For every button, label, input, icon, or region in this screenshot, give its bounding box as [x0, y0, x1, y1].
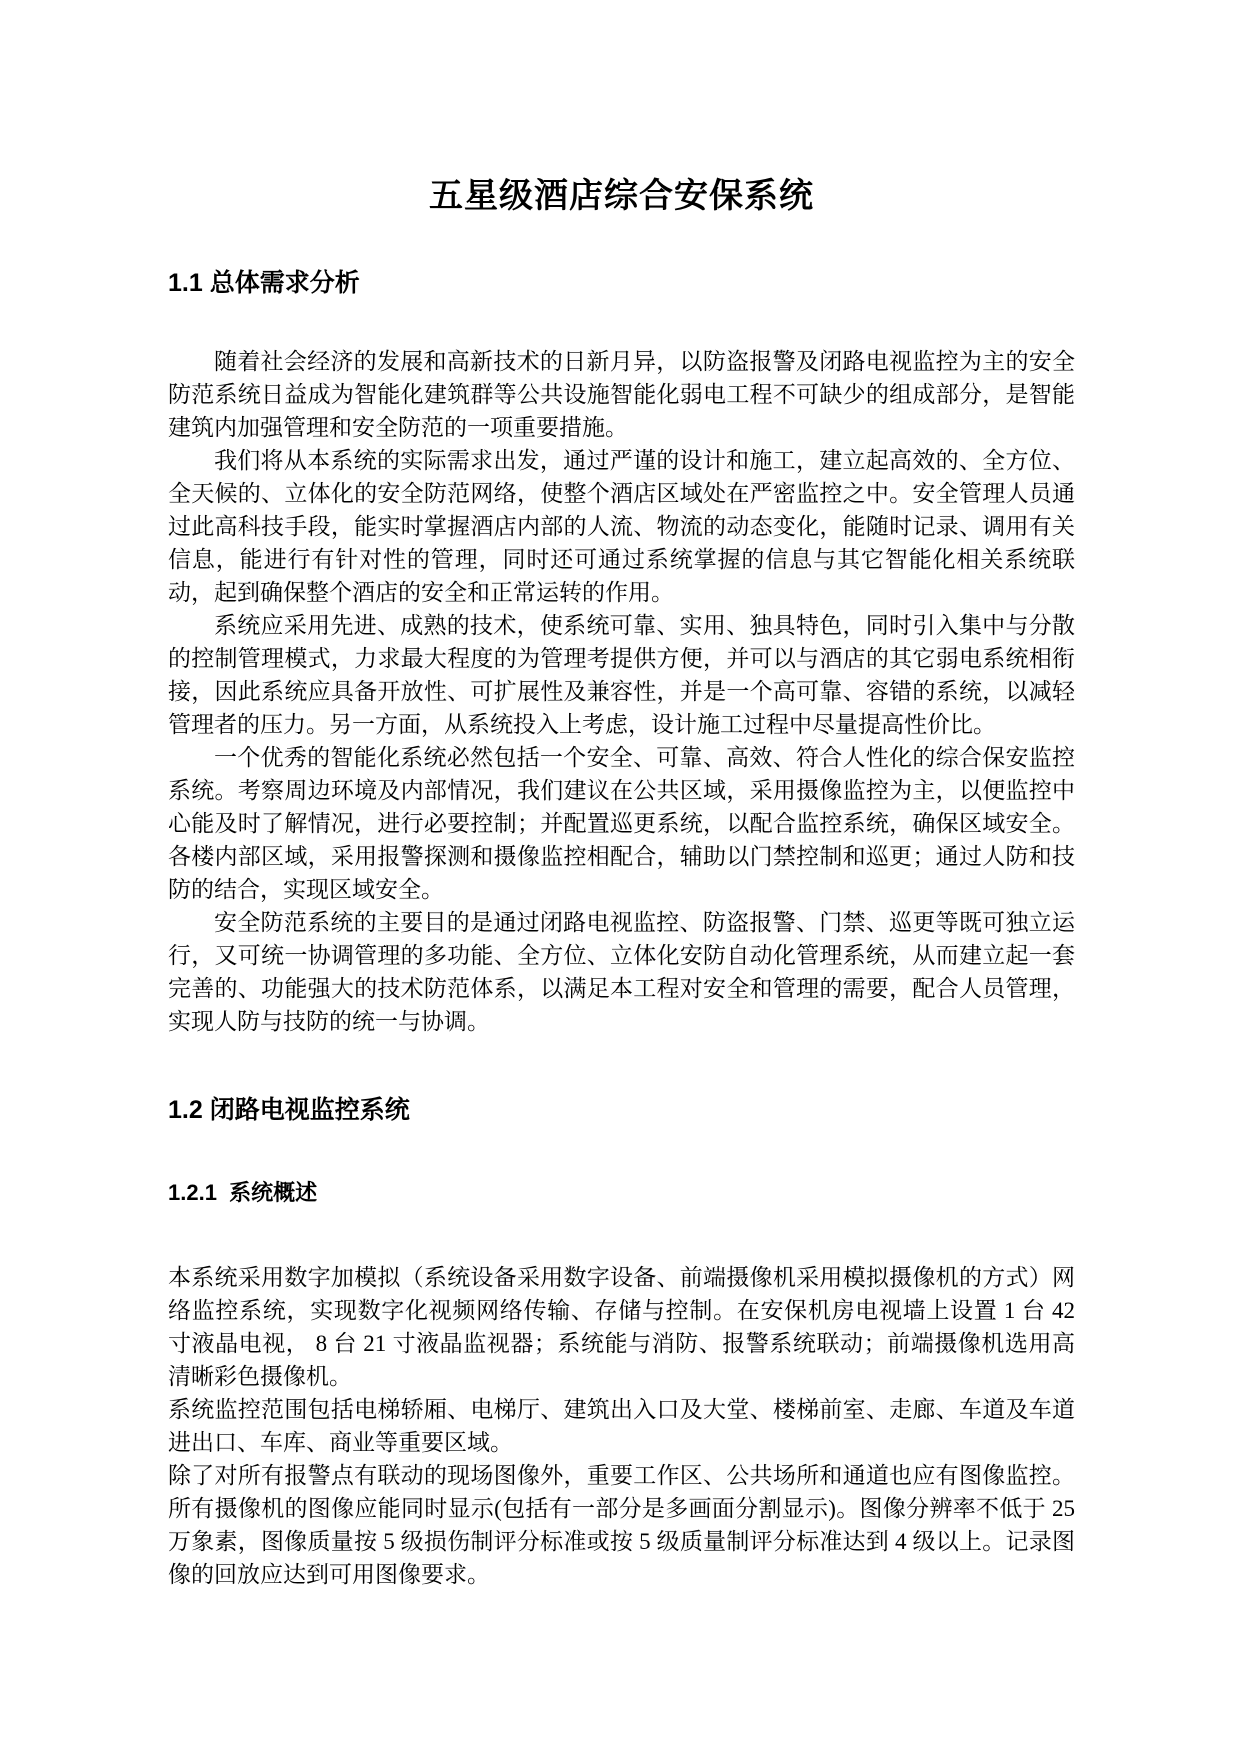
paragraph: 一个优秀的智能化系统必然包括一个安全、可靠、高效、符合人性化的综合保安监控系统。考察周边环境及内部情况，我们建议在公共区域，采用摄像监控为主，以便监控中心能及时了解情况，进行必要控制；并配置巡更系统，以配合监控系统，确保区域安全。各楼内部区域，采用报警探测和摄像监控相配合，辅助以门禁控制和巡更；通过人防和技防的结合，实现区域安全。	[168, 745, 1075, 902]
paragraph: 我们将从本系统的实际需求出发，通过严谨的设计和施工，建立起高效的、全方位、全天候的、立体化的安全防范网络，使整个酒店区域处在严密监控之中。安全管理人员通过此高科技手段，能实时掌握酒店内部的人流、物流的动态变化，能随时记录、调用有关信息，能进行有针对性的管理，同时还可通过系统掌握的信息与其它智能化相关系统联动，起到确保整个酒店的安全和正常运转的作用。	[168, 448, 1075, 605]
section-1-2-heading: 1.2 闭路电视监控系统	[168, 1096, 410, 1124]
paragraph: 安全防范系统的主要目的是通过闭路电视监控、防盗报警、门禁、巡更等既可独立运行，又可统一协调管理的多功能、全方位、立体化安防自动化管理系统，从而建立起一套完善的、功能强大的技术防范体系，以满足本工程对安全和管理的需要，配合人员管理，实现人防与技防的统一与协调。	[168, 910, 1075, 1034]
paragraph: 除了对所有报警点有联动的现场图像外，重要工作区、公共场所和通道也应有图像监控。所有摄像机的图像应能同时显示(包括有一部分是多画面分割显示)。图像分辨率不低于 25 万象素，图像质量按 5 级损伤制评分标准或按 5 级质量制评分标准达到 4 级以上。记录图像的回放应达到可用图像要求。	[168, 1463, 1075, 1587]
document-title: 五星级酒店综合安保系统	[429, 178, 814, 215]
section-1-2-1-body	[168, 1261, 1075, 1591]
paragraph: 本系统采用数字加模拟（系统设备采用数字设备、前端摄像机采用模拟摄像机的方式）网络监控系统，实现数字化视频网络传输、存储与控制。在安保机房电视墙上设置 1 台 42 寸液晶电视， 8 台 21 寸液晶监视器；系统能与消防、报警系统联动；前端摄像机选用高清晰彩色摄像机。	[168, 1265, 1075, 1389]
section-1-1-heading: 1.1 总体需求分析	[168, 269, 360, 297]
paragraph: 系统应采用先进、成熟的技术，使系统可靠、实用、独具特色，同时引入集中与分散的控制管理模式，力求最大程度的为管理考提供方便，并可以与酒店的其它弱电系统相衔接，因此系统应具备开放性、可扩展性及兼容性，并是一个高可靠、容错的系统，以减轻管理者的压力。另一方面，从系统投入上考虑，设计施工过程中尽量提高性价比。	[168, 613, 1075, 737]
paragraph: 系统监控范围包括电梯轿厢、电梯厅、建筑出入口及大堂、楼梯前室、走廊、车道及车道进出口、车库、商业等重要区域。	[168, 1397, 1075, 1455]
paragraph: 随着社会经济的发展和高新技术的日新月异，以防盗报警及闭路电视监控为主的安全防范系统日益成为智能化建筑群等公共设施智能化弱电工程不可缺少的组成部分，是智能建筑内加强管理和安全防范的一项重要措施。	[168, 349, 1075, 440]
section-1-2-1-heading: 1.2.1 系统概述	[168, 1180, 318, 1205]
section-1-1-body	[168, 345, 1075, 1038]
